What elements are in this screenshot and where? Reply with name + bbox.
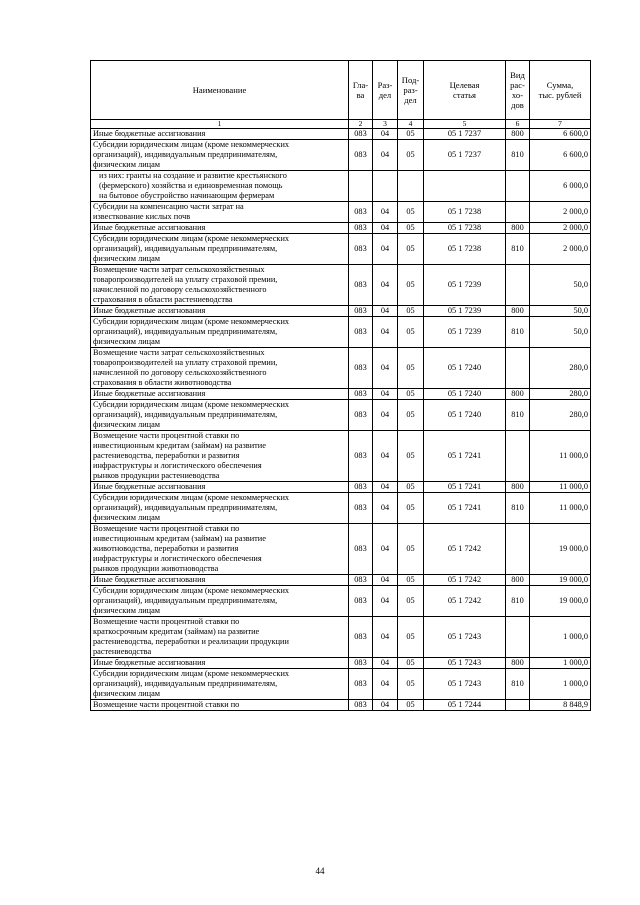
row-name-line: животноводства, переработки и развития	[93, 544, 239, 553]
row-name-line: организаций), индивидуальным предпринимателям,	[93, 327, 278, 336]
table-row	[91, 482, 591, 493]
row-type: 810	[506, 493, 530, 524]
row-subsection: 05	[398, 493, 424, 524]
row-subsection	[398, 171, 424, 202]
row-type: 800	[506, 482, 530, 493]
row-name-line: рынков продукции животноводства	[93, 564, 219, 573]
row-subsection: 05	[398, 700, 424, 711]
header-line: Наименование	[192, 85, 247, 95]
row-target: 05 1 7239	[424, 265, 506, 306]
header-line: тыс. рублей	[538, 90, 582, 100]
row-subsection: 05	[398, 140, 424, 171]
row-amount: 2 000,0	[530, 202, 591, 223]
row-amount: 2 000,0	[530, 234, 591, 265]
row-amount: 1 000,0	[530, 658, 591, 669]
row-name-line: организаций), индивидуальным предпринимателям,	[93, 596, 278, 605]
row-chapter: 083	[349, 700, 373, 711]
budget-table	[90, 60, 591, 711]
row-type: 800	[506, 129, 530, 140]
row-section: 04	[373, 482, 398, 493]
row-amount: 280,0	[530, 400, 591, 431]
row-amount: 280,0	[530, 348, 591, 389]
table-row	[91, 400, 591, 431]
row-section: 04	[373, 524, 398, 575]
table-row	[91, 389, 591, 400]
row-subsection: 05	[398, 389, 424, 400]
header-line: Гла-	[352, 80, 369, 90]
row-chapter: 083	[349, 140, 373, 171]
column-number-row	[91, 120, 591, 129]
row-name	[91, 617, 349, 658]
row-chapter: 083	[349, 617, 373, 658]
row-amount: 2 000,0	[530, 223, 591, 234]
row-subsection: 05	[398, 524, 424, 575]
row-amount: 11 000,0	[530, 431, 591, 482]
row-subsection: 05	[398, 202, 424, 223]
row-target: 05 1 7241	[424, 431, 506, 482]
page-number: 44	[315, 866, 325, 876]
row-subsection: 05	[398, 400, 424, 431]
row-target: 05 1 7238	[424, 223, 506, 234]
row-name	[91, 171, 349, 202]
table-row	[91, 658, 591, 669]
row-type: 810	[506, 586, 530, 617]
row-name-line: рынков продукции растениеводства	[93, 471, 220, 480]
row-amount: 50,0	[530, 317, 591, 348]
header-line: Раз-	[377, 80, 393, 90]
row-target: 05 1 7238	[424, 202, 506, 223]
row-type	[506, 431, 530, 482]
row-name-line: Иные бюджетные ассигнования	[93, 389, 206, 398]
table-row	[91, 140, 591, 171]
row-name-line: Субсидии юридическим лицам (кроме некоммерческих	[93, 140, 290, 149]
table-row	[91, 617, 591, 658]
row-section: 04	[373, 389, 398, 400]
row-type	[506, 617, 530, 658]
header-line: ва	[356, 90, 365, 100]
table-row	[91, 493, 591, 524]
row-name-line: (фермерского) хозяйства и единовременная помощь	[99, 181, 283, 190]
header-line: Вид	[510, 70, 525, 80]
row-amount: 11 000,0	[530, 482, 591, 493]
row-chapter: 083	[349, 493, 373, 524]
table-row	[91, 171, 591, 202]
row-name-line: Субсидии юридическим лицам (кроме некоммерческих	[93, 234, 290, 243]
row-section: 04	[373, 140, 398, 171]
row-chapter: 083	[349, 348, 373, 389]
row-amount: 19 000,0	[530, 524, 591, 575]
row-name-line: начисленной по договору сельскохозяйственного	[93, 368, 267, 377]
header-line: Сумма,	[546, 80, 574, 90]
row-subsection: 05	[398, 234, 424, 265]
row-chapter: 083	[349, 129, 373, 140]
header-section	[373, 61, 398, 120]
header-type	[506, 61, 530, 120]
row-amount: 280,0	[530, 389, 591, 400]
row-name	[91, 669, 349, 700]
table-row	[91, 431, 591, 482]
row-section: 04	[373, 317, 398, 348]
row-target: 05 1 7243	[424, 669, 506, 700]
row-section: 04	[373, 586, 398, 617]
row-name-line: известкование кислых почв	[93, 212, 191, 221]
row-section: 04	[373, 431, 398, 482]
row-subsection: 05	[398, 317, 424, 348]
row-type: 810	[506, 669, 530, 700]
row-type	[506, 348, 530, 389]
row-subsection: 05	[398, 348, 424, 389]
row-chapter: 083	[349, 265, 373, 306]
row-name	[91, 700, 349, 711]
row-type	[506, 202, 530, 223]
row-chapter: 083	[349, 658, 373, 669]
table-row	[91, 700, 591, 711]
table-row	[91, 348, 591, 389]
row-name-line: растениеводства, переработки и развития	[93, 451, 240, 460]
row-name-line: Субсидии юридическим лицам (кроме некоммерческих	[93, 317, 290, 326]
table-row	[91, 306, 591, 317]
row-type: 800	[506, 658, 530, 669]
row-subsection: 05	[398, 129, 424, 140]
row-name-line: Иные бюджетные ассигнования	[93, 129, 206, 138]
row-target: 05 1 7239	[424, 306, 506, 317]
row-amount: 19 000,0	[530, 586, 591, 617]
header-line: дел	[404, 95, 417, 105]
header-line: дов	[511, 100, 524, 110]
row-chapter: 083	[349, 389, 373, 400]
row-name-line: организаций), индивидуальным предпринимателям,	[93, 410, 278, 419]
row-name	[91, 317, 349, 348]
row-subsection: 05	[398, 306, 424, 317]
row-section	[373, 171, 398, 202]
row-target: 05 1 7241	[424, 493, 506, 524]
table-row	[91, 575, 591, 586]
row-name	[91, 493, 349, 524]
row-chapter: 083	[349, 524, 373, 575]
row-name	[91, 265, 349, 306]
row-target: 05 1 7241	[424, 482, 506, 493]
row-name	[91, 348, 349, 389]
row-name-line: Возмещение части процентной ставки по	[93, 617, 240, 626]
row-subsection: 05	[398, 223, 424, 234]
row-target: 05 1 7242	[424, 524, 506, 575]
row-type: 800	[506, 575, 530, 586]
row-section: 04	[373, 265, 398, 306]
row-type: 810	[506, 140, 530, 171]
table-row	[91, 234, 591, 265]
row-subsection: 05	[398, 658, 424, 669]
header-line: дел	[378, 90, 392, 100]
column-number: 3	[373, 120, 398, 129]
row-section: 04	[373, 306, 398, 317]
row-name	[91, 129, 349, 140]
row-amount: 6 600,0	[530, 140, 591, 171]
table-row	[91, 265, 591, 306]
row-target	[424, 171, 506, 202]
row-name-line: Субсидии юридическим лицам (кроме некоммерческих	[93, 586, 290, 595]
row-name	[91, 586, 349, 617]
row-section: 04	[373, 234, 398, 265]
row-subsection: 05	[398, 617, 424, 658]
row-amount: 19 000,0	[530, 575, 591, 586]
header-chapter	[349, 61, 373, 120]
row-name-line: Субсидии юридическим лицам (кроме некоммерческих	[93, 669, 290, 678]
header-line: Целевая	[449, 80, 480, 90]
row-name-line: физическим лицам	[93, 160, 161, 169]
row-name-line: Возмещение части затрат сельскохозяйственных	[93, 348, 265, 357]
row-name-line: физическим лицам	[93, 689, 161, 698]
row-name-line: инвестиционным кредитам (займам) на развитие	[93, 534, 266, 543]
row-name	[91, 658, 349, 669]
row-name-line: Возмещение части затрат сельскохозяйственных	[93, 265, 265, 274]
row-type: 810	[506, 400, 530, 431]
row-name-line: Возмещение части процентной ставки по	[93, 431, 240, 440]
column-number: 5	[424, 120, 506, 129]
row-name-line: товаропроизводителей на уплату страховой премии,	[93, 358, 278, 367]
row-target: 05 1 7242	[424, 586, 506, 617]
row-target: 05 1 7237	[424, 140, 506, 171]
row-chapter: 083	[349, 306, 373, 317]
table-row	[91, 317, 591, 348]
row-target: 05 1 7237	[424, 129, 506, 140]
row-chapter: 083	[349, 400, 373, 431]
row-name-line: Возмещение части процентной ставки по	[93, 524, 240, 533]
row-name	[91, 400, 349, 431]
row-amount: 50,0	[530, 265, 591, 306]
row-subsection: 05	[398, 575, 424, 586]
row-section: 04	[373, 669, 398, 700]
row-type: 810	[506, 234, 530, 265]
row-amount: 6 000,0	[530, 171, 591, 202]
header-line: статья	[453, 90, 476, 100]
row-section: 04	[373, 223, 398, 234]
row-name-line: товаропроизводителей на уплату страховой премии,	[93, 275, 278, 284]
row-target: 05 1 7243	[424, 658, 506, 669]
header-row	[91, 61, 591, 120]
row-type	[506, 171, 530, 202]
row-name-line: на бытовое обустройство начинающим фермерам	[99, 191, 275, 200]
row-name-line: инфраструктуры и логистического обеспечения	[93, 554, 262, 563]
table-row	[91, 524, 591, 575]
row-section: 04	[373, 575, 398, 586]
row-name-line: физическим лицам	[93, 606, 161, 615]
row-name	[91, 575, 349, 586]
row-type	[506, 700, 530, 711]
row-section: 04	[373, 129, 398, 140]
row-chapter: 083	[349, 202, 373, 223]
row-name-line: краткосрочным кредитам (займам) на развитие	[93, 627, 260, 636]
row-amount: 1 000,0	[530, 617, 591, 658]
row-name	[91, 431, 349, 482]
column-number: 1	[91, 120, 349, 129]
row-chapter: 083	[349, 317, 373, 348]
column-number: 4	[398, 120, 424, 129]
header-line: рас-	[510, 80, 525, 90]
row-chapter: 083	[349, 431, 373, 482]
row-name-line: Иные бюджетные ассигнования	[93, 658, 206, 667]
row-type: 810	[506, 317, 530, 348]
header-line: хо-	[511, 90, 524, 100]
row-type: 800	[506, 306, 530, 317]
row-name-line: физическим лицам	[93, 513, 161, 522]
column-number: 2	[349, 120, 373, 129]
row-section: 04	[373, 700, 398, 711]
row-name-line: инвестиционным кредитам (займам) на развитие	[93, 441, 266, 450]
table-row	[91, 223, 591, 234]
row-target: 05 1 7244	[424, 700, 506, 711]
row-name-line: инфраструктуры и логистического обеспечения	[93, 461, 262, 470]
row-name	[91, 202, 349, 223]
row-chapter: 083	[349, 223, 373, 234]
row-name-line: растениеводства	[93, 647, 152, 656]
row-name-line: страхования в области животноводства	[93, 378, 232, 387]
table-row	[91, 129, 591, 140]
row-type	[506, 524, 530, 575]
header-amount	[530, 61, 591, 120]
row-name	[91, 482, 349, 493]
row-section: 04	[373, 348, 398, 389]
row-subsection: 05	[398, 586, 424, 617]
row-name-line: физическим лицам	[93, 420, 161, 429]
row-target: 05 1 7242	[424, 575, 506, 586]
row-name-line: физическим лицам	[93, 337, 161, 346]
row-name-line: организаций), индивидуальным предпринимателям,	[93, 150, 278, 159]
row-name-line: организаций), индивидуальным предпринимателям,	[93, 503, 278, 512]
header-line: раз-	[403, 85, 418, 95]
row-name	[91, 234, 349, 265]
row-name	[91, 140, 349, 171]
row-subsection: 05	[398, 669, 424, 700]
table-row	[91, 586, 591, 617]
column-number: 6	[506, 120, 530, 129]
row-target: 05 1 7243	[424, 617, 506, 658]
row-section: 04	[373, 617, 398, 658]
row-chapter: 083	[349, 586, 373, 617]
row-amount: 6 600,0	[530, 129, 591, 140]
row-name	[91, 524, 349, 575]
row-name-line: Субсидии юридическим лицам (кроме некоммерческих	[93, 493, 290, 502]
header-name	[91, 61, 349, 120]
row-name-line: из них: гранты на создание и развитие крестьянского	[99, 171, 287, 180]
row-name-line: организаций), индивидуальным предпринимателям,	[93, 244, 278, 253]
row-section: 04	[373, 400, 398, 431]
row-chapter: 083	[349, 482, 373, 493]
row-name-line: Субсидии юридическим лицам (кроме некоммерческих	[93, 400, 290, 409]
table-body	[91, 129, 591, 711]
row-name-line: Иные бюджетные ассигнования	[93, 223, 206, 232]
table-row	[91, 669, 591, 700]
row-subsection: 05	[398, 431, 424, 482]
row-name-line: Субсидии на компенсацию части затрат на	[93, 202, 244, 211]
row-subsection: 05	[398, 265, 424, 306]
row-target: 05 1 7240	[424, 348, 506, 389]
row-amount: 1 000,0	[530, 669, 591, 700]
row-name-line: Иные бюджетные ассигнования	[93, 575, 206, 584]
row-name-line: растениеводства, переработки и реализации продукции	[93, 637, 289, 646]
row-name	[91, 389, 349, 400]
row-amount: 50,0	[530, 306, 591, 317]
row-name-line: начисленной по договору сельскохозяйственного	[93, 285, 267, 294]
row-subsection: 05	[398, 482, 424, 493]
row-type	[506, 265, 530, 306]
column-number: 7	[530, 120, 591, 129]
header-target	[424, 61, 506, 120]
header-subsection	[398, 61, 424, 120]
row-name	[91, 306, 349, 317]
row-chapter: 083	[349, 234, 373, 265]
row-section: 04	[373, 493, 398, 524]
row-amount: 8 848,9	[530, 700, 591, 711]
table-row	[91, 202, 591, 223]
row-name-line: Иные бюджетные ассигнования	[93, 482, 206, 491]
row-target: 05 1 7238	[424, 234, 506, 265]
row-name-line: Иные бюджетные ассигнования	[93, 306, 206, 315]
row-chapter: 083	[349, 669, 373, 700]
row-name-line: физическим лицам	[93, 254, 161, 263]
row-chapter: 083	[349, 575, 373, 586]
row-target: 05 1 7240	[424, 389, 506, 400]
row-chapter	[349, 171, 373, 202]
row-name-line: страхования в области растениеводства	[93, 295, 233, 304]
row-target: 05 1 7240	[424, 400, 506, 431]
row-name-line: организаций), индивидуальным предпринимателям,	[93, 679, 278, 688]
row-name	[91, 223, 349, 234]
row-name-line: Возмещение части процентной ставки по	[93, 700, 240, 709]
row-type: 800	[506, 223, 530, 234]
row-section: 04	[373, 658, 398, 669]
header-line: Под-	[401, 75, 420, 85]
row-amount: 11 000,0	[530, 493, 591, 524]
row-section: 04	[373, 202, 398, 223]
row-target: 05 1 7239	[424, 317, 506, 348]
row-type: 800	[506, 389, 530, 400]
